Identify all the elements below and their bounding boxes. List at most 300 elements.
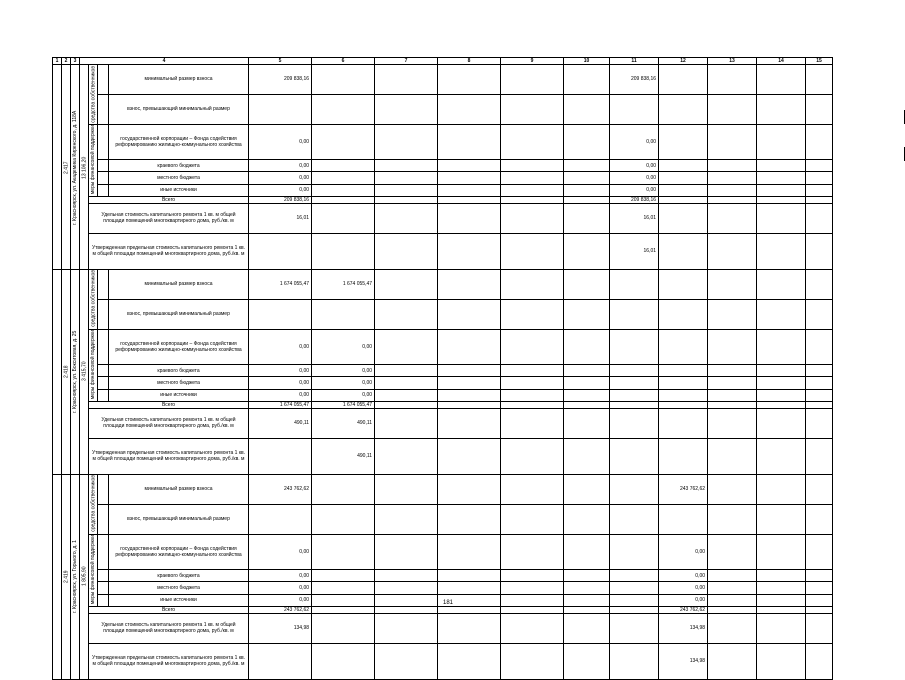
block-area: 1 805,90 bbox=[80, 474, 89, 679]
value-cell bbox=[610, 582, 659, 594]
value-cell bbox=[708, 184, 757, 196]
row-label: краевого бюджета bbox=[109, 364, 249, 376]
value-cell bbox=[312, 569, 375, 581]
value-cell bbox=[610, 299, 659, 329]
value-cell bbox=[757, 329, 806, 364]
value-cell: 1 674 055,47 bbox=[249, 401, 312, 408]
value-cell bbox=[375, 124, 438, 159]
value-cell bbox=[757, 364, 806, 376]
value-cell bbox=[708, 203, 757, 233]
header-cell: 7 bbox=[375, 58, 438, 65]
data-row bbox=[53, 172, 833, 184]
row-number-cell bbox=[53, 269, 62, 474]
value-cell bbox=[757, 389, 806, 401]
value-cell: 490,11 bbox=[249, 408, 312, 438]
value-cell bbox=[806, 203, 833, 233]
value-cell bbox=[708, 172, 757, 184]
spacer-cell bbox=[98, 65, 109, 95]
value-cell bbox=[610, 364, 659, 376]
value-cell bbox=[312, 613, 375, 643]
value-cell bbox=[564, 613, 610, 643]
value-cell bbox=[564, 233, 610, 269]
value-cell bbox=[501, 389, 564, 401]
value-cell bbox=[438, 299, 501, 329]
value-cell: 1 674 055,47 bbox=[312, 401, 375, 408]
value-cell: 0,00 bbox=[249, 364, 312, 376]
value-cell bbox=[438, 184, 501, 196]
value-cell bbox=[659, 94, 708, 124]
value-cell bbox=[708, 377, 757, 389]
value-cell bbox=[659, 196, 708, 203]
data-row bbox=[53, 65, 833, 95]
block-area: 3 415,70 bbox=[80, 269, 89, 474]
value-cell bbox=[501, 329, 564, 364]
value-cell bbox=[249, 504, 312, 534]
spacer-cell bbox=[98, 594, 109, 606]
value-cell bbox=[312, 159, 375, 171]
value-cell: 0,00 bbox=[249, 124, 312, 159]
value-cell bbox=[659, 408, 708, 438]
value-cell bbox=[501, 569, 564, 581]
value-cell: 134,98 bbox=[249, 613, 312, 643]
value-cell bbox=[375, 94, 438, 124]
value-cell bbox=[610, 408, 659, 438]
value-cell bbox=[375, 569, 438, 581]
value-cell bbox=[312, 474, 375, 504]
value-cell bbox=[708, 474, 757, 504]
spacer-cell bbox=[98, 534, 109, 569]
header-cell: 6 bbox=[312, 58, 375, 65]
value-cell bbox=[501, 124, 564, 159]
value-cell bbox=[312, 534, 375, 569]
value-cell bbox=[312, 196, 375, 203]
spacer-cell bbox=[98, 184, 109, 196]
block-number: 2.418 bbox=[62, 269, 71, 474]
value-cell bbox=[375, 184, 438, 196]
value-cell bbox=[708, 401, 757, 408]
value-cell bbox=[806, 613, 833, 643]
value-cell bbox=[757, 594, 806, 606]
value-cell bbox=[438, 408, 501, 438]
header-cell: 1 bbox=[53, 58, 62, 65]
value-cell bbox=[708, 389, 757, 401]
value-cell: 209 838,16 bbox=[249, 65, 312, 95]
value-cell bbox=[312, 172, 375, 184]
value-cell bbox=[564, 184, 610, 196]
value-cell bbox=[610, 613, 659, 643]
value-cell bbox=[564, 364, 610, 376]
value-cell bbox=[501, 94, 564, 124]
value-cell bbox=[806, 582, 833, 594]
value-cell bbox=[610, 534, 659, 569]
value-cell: 134,98 bbox=[659, 613, 708, 643]
value-cell bbox=[249, 94, 312, 124]
value-cell bbox=[375, 474, 438, 504]
row-label: государственной корпорации – Фонда содействия реформированию жилищно-коммунального хозяйства bbox=[109, 329, 249, 364]
header-cell: 10 bbox=[564, 58, 610, 65]
capital-repair-table bbox=[52, 57, 833, 680]
value-cell bbox=[438, 269, 501, 299]
header-cell: 2 bbox=[62, 58, 71, 65]
value-cell bbox=[564, 124, 610, 159]
data-row bbox=[53, 299, 833, 329]
value-cell bbox=[501, 184, 564, 196]
value-cell: 0,00 bbox=[312, 377, 375, 389]
value-cell bbox=[375, 159, 438, 171]
value-cell bbox=[438, 364, 501, 376]
value-cell bbox=[806, 364, 833, 376]
value-cell bbox=[249, 233, 312, 269]
value-cell: 0,00 bbox=[312, 329, 375, 364]
value-cell: 0,00 bbox=[249, 534, 312, 569]
value-cell bbox=[501, 196, 564, 203]
value-cell bbox=[375, 233, 438, 269]
value-cell bbox=[610, 377, 659, 389]
value-cell bbox=[312, 594, 375, 606]
row-label: минимальный размер взноса bbox=[109, 65, 249, 95]
block-address: г. Красноярск, ул. Академика Киренского, д. 118А bbox=[71, 65, 80, 270]
data-row bbox=[53, 364, 833, 376]
support-label: меры финансовой поддержки bbox=[89, 330, 96, 400]
row-label: иные источники bbox=[109, 184, 249, 196]
value-cell bbox=[806, 299, 833, 329]
value-cell bbox=[564, 269, 610, 299]
value-cell bbox=[708, 196, 757, 203]
value-cell bbox=[708, 65, 757, 95]
value-cell bbox=[564, 504, 610, 534]
value-cell bbox=[438, 65, 501, 95]
value-cell bbox=[249, 643, 312, 679]
value-cell bbox=[375, 172, 438, 184]
value-cell bbox=[659, 269, 708, 299]
value-cell: 243 762,62 bbox=[249, 606, 312, 613]
spacer-cell bbox=[98, 569, 109, 581]
value-cell bbox=[564, 172, 610, 184]
spacer-cell bbox=[98, 474, 109, 504]
data-row bbox=[53, 504, 833, 534]
value-cell bbox=[375, 65, 438, 95]
row-label: Удельная стоимость капитального ремонта 1 кв. м общей площади помещений многоквартирного дома, руб./кв. м bbox=[89, 203, 249, 233]
value-cell bbox=[501, 643, 564, 679]
value-cell: 0,00 bbox=[610, 184, 659, 196]
value-cell bbox=[501, 438, 564, 474]
value-cell bbox=[610, 401, 659, 408]
data-row bbox=[53, 329, 833, 364]
value-cell bbox=[375, 613, 438, 643]
value-cell bbox=[564, 474, 610, 504]
value-cell: 0,00 bbox=[312, 364, 375, 376]
value-cell: 1 674 055,47 bbox=[312, 269, 375, 299]
header-cell: 3 bbox=[71, 58, 80, 65]
value-cell bbox=[708, 269, 757, 299]
value-cell: 16,01 bbox=[249, 203, 312, 233]
value-cell bbox=[806, 438, 833, 474]
data-row bbox=[53, 124, 833, 159]
value-cell bbox=[757, 184, 806, 196]
value-cell bbox=[757, 613, 806, 643]
spacer-cell bbox=[98, 389, 109, 401]
value-cell bbox=[610, 606, 659, 613]
row-label: Всего bbox=[89, 606, 249, 613]
value-cell bbox=[438, 643, 501, 679]
spacer-cell bbox=[98, 124, 109, 159]
value-cell bbox=[438, 534, 501, 569]
value-cell: 0,00 bbox=[249, 594, 312, 606]
spacer-cell bbox=[98, 329, 109, 364]
spacer-cell bbox=[98, 172, 109, 184]
value-cell bbox=[806, 65, 833, 95]
data-row bbox=[53, 606, 833, 613]
value-cell: 243 762,62 bbox=[659, 606, 708, 613]
spacer-cell bbox=[98, 159, 109, 171]
value-cell bbox=[806, 474, 833, 504]
value-cell bbox=[708, 408, 757, 438]
value-cell bbox=[806, 184, 833, 196]
value-cell bbox=[806, 196, 833, 203]
value-cell bbox=[564, 569, 610, 581]
value-cell bbox=[501, 159, 564, 171]
value-cell bbox=[501, 408, 564, 438]
value-cell bbox=[564, 643, 610, 679]
value-cell bbox=[610, 594, 659, 606]
value-cell bbox=[659, 159, 708, 171]
value-cell bbox=[564, 534, 610, 569]
row-label: государственной корпорации – Фонда содействия реформированию жилищно-коммунального хозяйства bbox=[109, 124, 249, 159]
value-cell bbox=[806, 504, 833, 534]
value-cell: 0,00 bbox=[249, 329, 312, 364]
value-cell bbox=[249, 438, 312, 474]
page-number: 181 bbox=[443, 600, 454, 606]
value-cell bbox=[438, 401, 501, 408]
support-label: меры финансовой поддержки bbox=[89, 535, 96, 605]
value-cell bbox=[708, 643, 757, 679]
value-cell bbox=[312, 504, 375, 534]
spacer-cell bbox=[98, 582, 109, 594]
owners-funds-label: средства собственников bbox=[90, 475, 96, 533]
value-cell bbox=[501, 172, 564, 184]
value-cell bbox=[375, 582, 438, 594]
owners-funds-label: средства собственников bbox=[90, 270, 96, 328]
value-cell bbox=[438, 159, 501, 171]
data-row bbox=[53, 377, 833, 389]
value-cell: 16,01 bbox=[610, 203, 659, 233]
value-cell bbox=[659, 65, 708, 95]
value-cell bbox=[806, 643, 833, 679]
value-cell: 209 838,16 bbox=[610, 196, 659, 203]
value-cell bbox=[438, 203, 501, 233]
spacer-cell bbox=[98, 377, 109, 389]
value-cell bbox=[757, 124, 806, 159]
row-label: краевого бюджета bbox=[109, 569, 249, 581]
value-cell bbox=[708, 124, 757, 159]
value-cell bbox=[438, 474, 501, 504]
owners-funds-label: средства собственников bbox=[90, 66, 96, 123]
value-cell bbox=[564, 203, 610, 233]
row-label: Всего bbox=[89, 401, 249, 408]
value-cell: 243 762,62 bbox=[659, 474, 708, 504]
value-cell bbox=[757, 401, 806, 408]
value-cell bbox=[375, 377, 438, 389]
value-cell bbox=[757, 643, 806, 679]
value-cell bbox=[757, 159, 806, 171]
row-label: Утвержденная предельная стоимость капитального ремонта 1 кв. м общей площади помещений многоквартирного дома, руб./кв. м bbox=[89, 233, 249, 269]
value-cell: 0,00 bbox=[659, 534, 708, 569]
row-label: минимальный размер взноса bbox=[109, 269, 249, 299]
value-cell bbox=[564, 299, 610, 329]
value-cell bbox=[610, 474, 659, 504]
spacer-cell bbox=[98, 364, 109, 376]
value-cell bbox=[564, 94, 610, 124]
value-cell: 0,00 bbox=[249, 389, 312, 401]
value-cell bbox=[312, 582, 375, 594]
value-cell bbox=[438, 504, 501, 534]
value-cell bbox=[375, 299, 438, 329]
value-cell bbox=[375, 408, 438, 438]
value-cell bbox=[659, 233, 708, 269]
value-cell bbox=[806, 569, 833, 581]
data-row bbox=[53, 233, 833, 269]
value-cell bbox=[659, 504, 708, 534]
spacer-cell bbox=[98, 269, 109, 299]
data-row bbox=[53, 184, 833, 196]
value-cell bbox=[757, 65, 806, 95]
block-address: г. Красноярск, ул. Бокситовая, д. 25 bbox=[71, 269, 80, 474]
spacer-cell bbox=[98, 504, 109, 534]
block-area: 13 106,20 bbox=[80, 65, 89, 270]
value-cell: 0,00 bbox=[659, 569, 708, 581]
data-row bbox=[53, 196, 833, 203]
data-row bbox=[53, 94, 833, 124]
value-cell: 490,11 bbox=[312, 438, 375, 474]
value-cell bbox=[438, 124, 501, 159]
row-label: краевого бюджета bbox=[109, 159, 249, 171]
value-cell bbox=[438, 233, 501, 269]
value-cell: 16,01 bbox=[610, 233, 659, 269]
value-cell bbox=[501, 594, 564, 606]
value-cell bbox=[610, 643, 659, 679]
value-cell bbox=[806, 408, 833, 438]
value-cell bbox=[501, 203, 564, 233]
spacer-cell bbox=[98, 94, 109, 124]
value-cell: 0,00 bbox=[249, 377, 312, 389]
value-cell bbox=[375, 329, 438, 364]
value-cell bbox=[708, 582, 757, 594]
value-cell bbox=[610, 329, 659, 364]
value-cell bbox=[501, 377, 564, 389]
value-cell bbox=[659, 377, 708, 389]
value-cell bbox=[806, 233, 833, 269]
row-label: местного бюджета bbox=[109, 582, 249, 594]
value-cell bbox=[438, 438, 501, 474]
value-cell bbox=[312, 233, 375, 269]
data-row bbox=[53, 269, 833, 299]
value-cell: 0,00 bbox=[249, 159, 312, 171]
header-cell: 11 bbox=[610, 58, 659, 65]
value-cell bbox=[501, 582, 564, 594]
value-cell bbox=[610, 269, 659, 299]
value-cell bbox=[438, 329, 501, 364]
value-cell bbox=[757, 474, 806, 504]
value-cell bbox=[757, 196, 806, 203]
value-cell bbox=[501, 65, 564, 95]
value-cell bbox=[806, 124, 833, 159]
value-cell bbox=[438, 377, 501, 389]
data-row bbox=[53, 438, 833, 474]
row-label: местного бюджета bbox=[109, 172, 249, 184]
value-cell: 1 674 055,47 bbox=[249, 269, 312, 299]
value-cell bbox=[659, 364, 708, 376]
value-cell bbox=[708, 233, 757, 269]
value-cell bbox=[312, 606, 375, 613]
value-cell bbox=[806, 269, 833, 299]
value-cell bbox=[610, 94, 659, 124]
row-number-cell bbox=[53, 474, 62, 679]
value-cell bbox=[501, 504, 564, 534]
value-cell bbox=[501, 233, 564, 269]
value-cell: 490,11 bbox=[312, 408, 375, 438]
row-label: иные источники bbox=[109, 594, 249, 606]
value-cell bbox=[501, 299, 564, 329]
value-cell bbox=[312, 643, 375, 679]
value-cell bbox=[564, 594, 610, 606]
row-label: взнос, превышающий минимальный размер bbox=[109, 504, 249, 534]
data-row bbox=[53, 159, 833, 171]
value-cell bbox=[375, 389, 438, 401]
value-cell bbox=[312, 124, 375, 159]
value-cell bbox=[806, 534, 833, 569]
value-cell bbox=[806, 377, 833, 389]
value-cell bbox=[757, 299, 806, 329]
value-cell bbox=[708, 438, 757, 474]
data-row bbox=[53, 534, 833, 569]
value-cell bbox=[708, 606, 757, 613]
value-cell: 209 838,16 bbox=[249, 196, 312, 203]
value-cell: 0,00 bbox=[610, 124, 659, 159]
value-cell bbox=[501, 534, 564, 569]
block-address: г. Красноярск, ул. Горького, д. 1 bbox=[71, 474, 80, 679]
value-cell bbox=[610, 438, 659, 474]
value-cell bbox=[708, 594, 757, 606]
value-cell bbox=[501, 613, 564, 643]
value-cell bbox=[806, 606, 833, 613]
value-cell bbox=[249, 299, 312, 329]
value-cell bbox=[501, 269, 564, 299]
value-cell: 209 838,16 bbox=[610, 65, 659, 95]
value-cell bbox=[375, 364, 438, 376]
value-cell: 0,00 bbox=[659, 594, 708, 606]
row-label: Удельная стоимость капитального ремонта 1 кв. м общей площади помещений многоквартирного дома, руб./кв. м bbox=[89, 408, 249, 438]
block-number: 2.417 bbox=[62, 65, 71, 270]
data-row bbox=[53, 408, 833, 438]
row-label: государственной корпорации – Фонда содействия реформированию жилищно-коммунального хозяйства bbox=[109, 534, 249, 569]
value-cell bbox=[806, 172, 833, 184]
value-cell bbox=[708, 504, 757, 534]
value-cell bbox=[708, 94, 757, 124]
data-row bbox=[53, 569, 833, 581]
header-cell: 8 bbox=[438, 58, 501, 65]
value-cell bbox=[564, 377, 610, 389]
value-cell bbox=[501, 474, 564, 504]
value-cell bbox=[708, 299, 757, 329]
header-cell: 14 bbox=[757, 58, 806, 65]
value-cell bbox=[659, 438, 708, 474]
value-cell bbox=[757, 569, 806, 581]
row-number-cell bbox=[53, 65, 62, 270]
value-cell bbox=[501, 401, 564, 408]
value-cell bbox=[806, 389, 833, 401]
value-cell bbox=[438, 569, 501, 581]
data-row bbox=[53, 582, 833, 594]
